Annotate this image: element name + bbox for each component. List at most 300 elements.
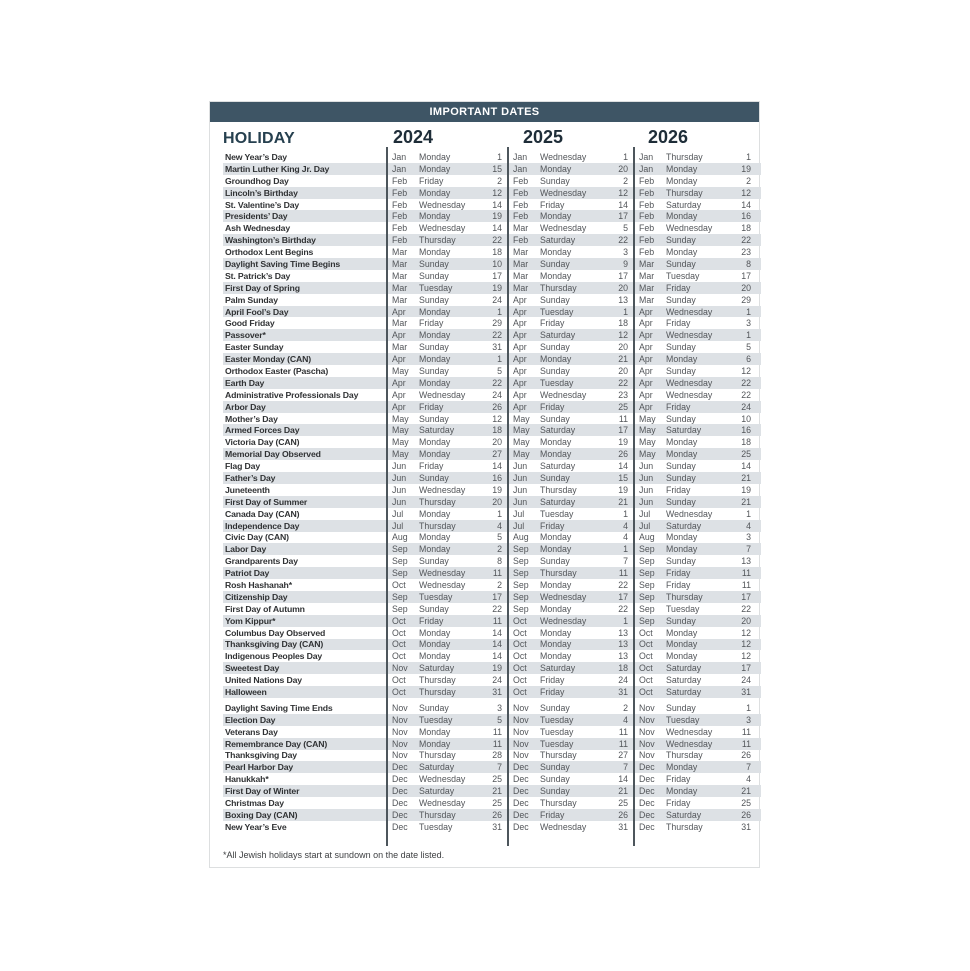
holiday-name: Columbus Day Observed [225,627,326,638]
weekday-cell: Friday [419,461,444,472]
table-row [223,520,761,532]
day-cell: 29 [741,294,751,305]
day-cell: 17 [741,591,751,602]
weekday-cell: Thursday [666,821,703,832]
month-cell: Oct [513,627,527,638]
holiday-name: New Year’s Day [225,151,287,162]
day-cell: 17 [492,270,502,281]
year-2025-cells [509,246,633,258]
table-row [223,821,761,833]
month-cell: Nov [392,738,408,749]
month-cell: May [392,365,409,376]
holiday-name: Easter Monday (CAN) [223,353,386,365]
month-cell: Mar [513,258,529,269]
year-2025-cells [509,508,633,520]
year-2025-cells [509,726,633,738]
day-cell: 19 [618,437,628,448]
day-cell: 19 [741,163,751,174]
year-2024-cells [388,686,507,698]
holiday-name: St. Patrick’s Day [225,270,291,281]
month-cell: Dec [513,821,529,832]
day-cell: 17 [618,270,628,281]
weekday-cell: Tuesday [540,377,574,388]
weekday-cell: Monday [540,532,572,543]
day-cell: 21 [741,496,751,507]
year-2026-cells [635,555,761,567]
holiday-name: United Nations Day [225,675,302,686]
banner [210,102,759,122]
holiday-table [223,151,761,833]
day-cell: 26 [618,809,628,820]
year-2025-cells [509,258,633,270]
holiday-name: Memorial Day Observed [223,448,386,460]
weekday-cell: Wednesday [666,330,713,341]
day-cell: 19 [741,484,751,495]
weekday-cell: Monday [419,247,451,258]
holiday-name: Independence Day [223,520,386,532]
weekday-cell: Friday [419,615,444,626]
holiday-name: Yom Kippur* [223,615,386,627]
month-cell: Nov [392,702,408,713]
year-2026-cells [635,738,761,750]
weekday-cell: Thursday [419,235,456,246]
day-cell: 24 [741,401,751,412]
table-row [223,662,761,674]
month-cell: Jun [639,496,654,507]
weekday-cell: Tuesday [540,726,574,737]
weekday-cell: Sunday [419,556,449,567]
weekday-cell: Monday [540,449,572,460]
month-cell: May [639,425,656,436]
day-cell: 1 [746,702,751,713]
year-2026-cells [635,187,761,199]
weekday-cell: Monday [666,762,698,773]
weekday-cell: Monday [419,449,451,460]
month-cell: Jul [392,520,404,531]
year-2026-cells [635,234,761,246]
table-row [223,306,761,318]
holiday-name: Thanksgiving Day [225,750,297,761]
month-cell: Oct [392,639,406,650]
day-cell: 20 [741,615,751,626]
weekday-cell: Monday [540,580,572,590]
day-cell: 22 [741,235,751,246]
holiday-name: Daylight Saving Time Begins [223,258,386,270]
year-2026-cells [635,210,761,222]
day-cell: 5 [497,714,502,725]
day-cell: 11 [492,615,502,626]
day-cell: 1 [497,151,502,162]
day-cell: 7 [497,762,502,773]
month-cell: Dec [392,786,408,797]
weekday-cell: Saturday [666,663,702,674]
holiday-name: Labor Day [223,543,386,555]
month-cell: Feb [639,247,655,258]
day-cell: 12 [741,651,751,662]
weekday-cell: Tuesday [540,306,574,317]
table-row [223,702,761,714]
month-cell: Apr [392,354,406,365]
month-cell: Dec [639,774,655,785]
day-cell: 20 [618,342,628,353]
year-2024-cells [388,401,507,413]
weekday-cell: Sunday [540,472,570,483]
year-2026-cells [635,750,761,762]
weekday-cell: Saturday [666,687,702,698]
year-2026-cells [635,532,761,544]
year-2025-cells [509,222,633,234]
day-cell: 8 [497,556,502,567]
day-cell: 12 [618,330,628,341]
year-2024-cells [388,567,507,579]
day-cell: 12 [741,639,751,650]
year-2026-cells [635,389,761,401]
table-row [223,187,761,199]
table-row [223,686,761,698]
weekday-cell: Monday [666,437,698,448]
weekday-cell: Monday [419,437,451,448]
year-2025-cells [509,785,633,797]
weekday-cell: Monday [419,354,451,365]
month-cell: Feb [639,199,655,210]
month-cell: Mar [513,282,529,293]
weekday-cell: Saturday [540,235,576,246]
weekday-cell: Monday [540,437,572,448]
day-cell: 25 [618,798,628,809]
day-cell: 27 [492,449,502,460]
day-cell: 20 [618,365,628,376]
day-cell: 13 [618,294,628,305]
weekday-cell: Monday [540,651,572,662]
year-2025-cells [509,282,633,294]
day-cell: 21 [618,354,628,365]
year-2025-cells [509,377,633,389]
year-2024-cells [388,738,507,750]
month-cell: Mar [639,258,655,269]
month-cell: Nov [513,714,529,725]
year-2025-cells [509,567,633,579]
day-cell: 26 [492,401,502,412]
day-cell: 14 [741,199,751,210]
table-row [223,726,761,738]
weekday-cell: Sunday [666,461,696,472]
weekday-cell: Thursday [540,282,577,293]
day-cell: 5 [497,365,502,376]
weekday-cell: Sunday [419,603,449,614]
weekday-cell: Monday [666,786,698,797]
weekday-cell: Monday [666,627,698,638]
month-cell: Sep [513,591,529,602]
weekday-cell: Monday [540,270,572,281]
month-cell: Sep [513,556,529,567]
weekday-cell: Thursday [540,484,577,495]
month-cell: Jan [392,151,407,162]
weekday-cell: Thursday [666,591,703,602]
day-cell: 19 [492,663,502,674]
weekday-cell: Sunday [419,702,449,713]
weekday-cell: Sunday [666,258,696,269]
day-cell: 4 [623,520,628,531]
month-cell: Sep [392,544,408,555]
weekday-cell: Wednesday [419,568,466,579]
weekday-cell: Monday [419,330,451,341]
month-cell: Apr [392,389,406,400]
weekday-cell: Monday [666,175,698,186]
day-cell: 21 [741,786,751,797]
day-cell: 11 [618,413,628,424]
year-2025-cells [509,175,633,187]
day-cell: 22 [492,603,502,614]
table-row [223,761,761,773]
weekday-cell: Thursday [540,568,577,579]
month-cell: Nov [513,750,529,761]
day-cell: 1 [746,330,751,341]
day-cell: 5 [746,342,751,353]
weekday-cell: Monday [540,544,572,555]
weekday-cell: Sunday [540,258,570,269]
year-2025-cells [509,163,633,175]
day-cell: 10 [741,413,751,424]
weekday-cell: Monday [540,603,572,614]
table-row [223,809,761,821]
month-cell: Jun [392,461,407,472]
holiday-name: First Day of Winter [223,785,386,797]
weekday-cell: Wednesday [540,223,587,234]
month-cell: Oct [513,687,527,698]
day-cell: 8 [746,258,751,269]
year-2024-cells [388,520,507,532]
weekday-cell: Tuesday [540,714,574,725]
month-cell: Nov [513,726,529,737]
weekday-cell: Friday [666,774,691,785]
weekday-cell: Monday [419,532,451,543]
weekday-cell: Monday [419,211,451,222]
year-2026-cells [635,496,761,508]
month-cell: Feb [513,187,529,198]
year-2025-cells [509,413,633,425]
holiday-name: Civic Day (CAN) [225,532,289,543]
day-cell: 11 [741,726,751,737]
weekday-cell: Sunday [540,413,570,424]
weekday-cell: Tuesday [419,714,453,725]
month-cell: Dec [639,798,655,809]
weekday-cell: Monday [419,726,451,737]
month-cell: Apr [639,330,653,341]
day-cell: 11 [492,726,502,737]
year-2026-cells [635,797,761,809]
holiday-name: Father’s Day [223,472,386,484]
month-cell: Apr [639,365,653,376]
holiday-name: Remembrance Day (CAN) [223,738,386,750]
weekday-cell: Thursday [419,750,456,761]
day-cell: 14 [492,199,502,210]
year-2024-cells [388,329,507,341]
day-cell: 7 [746,762,751,773]
month-cell: Feb [639,235,655,246]
holiday-name: Orthodox Lent Begins [225,247,314,258]
day-cell: 4 [746,774,751,785]
day-cell: 26 [741,809,751,820]
year-2024-cells [388,484,507,496]
weekday-cell: Friday [419,175,444,186]
day-cell: 18 [741,223,751,234]
table-row [223,567,761,579]
month-cell: Aug [639,532,655,543]
month-cell: May [513,449,530,460]
month-cell: Feb [513,199,529,210]
month-cell: Aug [392,532,408,543]
year-2026-cells [635,726,761,738]
day-cell: 15 [618,472,628,483]
weekday-cell: Friday [666,580,691,590]
day-cell: 22 [492,377,502,388]
year-2025-cells [509,674,633,686]
weekday-cell: Thursday [419,687,456,698]
month-cell: Jun [392,496,407,507]
holiday-name: Groundhog Day [225,175,289,186]
year-2026-cells [635,591,761,603]
day-cell: 4 [623,714,628,725]
day-cell: 13 [618,651,628,662]
day-cell: 1 [623,615,628,626]
year-2026-cells [635,199,761,211]
weekday-cell: Saturday [666,809,702,820]
holiday-name: Armed Forces Day [223,424,386,436]
weekday-cell: Saturday [540,663,576,674]
table-row [223,317,761,329]
year-2024-cells [388,773,507,785]
day-cell: 25 [492,798,502,809]
day-cell: 20 [492,496,502,507]
year-2026-cells [635,603,761,615]
month-cell: Dec [392,798,408,809]
month-cell: Apr [639,342,653,353]
weekday-cell: Monday [540,639,572,650]
day-cell: 9 [623,258,628,269]
day-cell: 12 [492,413,502,424]
year-2024-cells [388,317,507,329]
day-cell: 17 [618,591,628,602]
year-2025-cells [509,532,633,544]
table-row [223,674,761,686]
day-cell: 31 [492,342,502,353]
year-2026-cells [635,785,761,797]
weekday-cell: Monday [666,163,698,174]
day-cell: 21 [741,472,751,483]
year-2026-cells [635,508,761,520]
year-2026-cells [635,627,761,639]
weekday-cell: Friday [540,318,565,329]
month-cell: Oct [639,639,653,650]
day-cell: 20 [618,163,628,174]
table-row [223,773,761,785]
holiday-name: St. Valentine’s Day [225,199,300,210]
month-cell: Apr [392,330,406,341]
weekday-cell: Tuesday [419,821,453,832]
weekday-cell: Sunday [540,774,570,785]
day-cell: 24 [492,675,502,686]
weekday-cell: Sunday [540,786,570,797]
holiday-name: Victoria Day (CAN) [225,437,300,448]
weekday-cell: Sunday [419,258,449,269]
month-cell: Jun [639,461,654,472]
month-cell: Dec [392,821,408,832]
table-row [223,738,761,750]
day-cell: 26 [741,750,751,761]
weekday-cell: Wednesday [666,377,713,388]
day-cell: 22 [741,603,751,614]
day-cell: 12 [741,627,751,638]
month-cell: May [392,425,409,436]
year-header-2026: 2026 [648,127,689,147]
day-cell: 20 [741,282,751,293]
holiday-name: April Fool’s Day [223,306,386,318]
day-cell: 2 [623,175,628,186]
weekday-cell: Tuesday [540,508,574,519]
weekday-cell: Sunday [419,472,449,483]
weekday-cell: Monday [419,738,451,749]
day-cell: 1 [746,508,751,519]
day-cell: 12 [618,187,628,198]
holiday-name: Veterans Day [225,726,278,737]
month-cell: Nov [639,738,655,749]
table-row [223,353,761,365]
day-cell: 31 [492,821,502,832]
weekday-cell: Sunday [419,365,449,376]
month-cell: Apr [639,389,653,400]
weekday-cell: Sunday [666,702,696,713]
day-cell: 5 [497,532,502,543]
weekday-cell: Thursday [666,151,703,162]
weekday-cell: Thursday [419,809,456,820]
weekday-cell: Sunday [540,556,570,567]
day-cell: 3 [497,702,502,713]
month-cell: May [639,437,656,448]
day-cell: 7 [746,544,751,555]
holiday-name: Halloween [223,686,386,698]
year-2024-cells [388,163,507,175]
year-2024-cells [388,175,507,187]
day-cell: 1 [746,306,751,317]
month-cell: Sep [392,603,408,614]
month-cell: Nov [639,714,655,725]
year-2026-cells [635,341,761,353]
year-2024-cells [388,543,507,555]
weekday-cell: Saturday [666,425,702,436]
year-2025-cells [509,555,633,567]
month-cell: Mar [392,258,408,269]
day-cell: 24 [492,389,502,400]
year-2026-cells [635,460,761,472]
day-cell: 22 [618,377,628,388]
holiday-name: Washington’s Birthday [223,234,386,246]
day-cell: 11 [492,738,502,749]
table-row [223,210,761,222]
day-cell: 3 [623,247,628,258]
year-2026-cells [635,377,761,389]
holiday-name: Good Friday [225,318,275,329]
month-cell: Mar [392,318,408,329]
table-row [223,448,761,460]
day-cell: 21 [492,786,502,797]
month-cell: Feb [513,211,529,222]
month-cell: Dec [392,762,408,773]
holiday-name: First Day of Summer [223,496,386,508]
weekday-cell: Sunday [666,413,696,424]
table-row [223,365,761,377]
month-cell: Dec [639,821,655,832]
year-2026-cells [635,317,761,329]
